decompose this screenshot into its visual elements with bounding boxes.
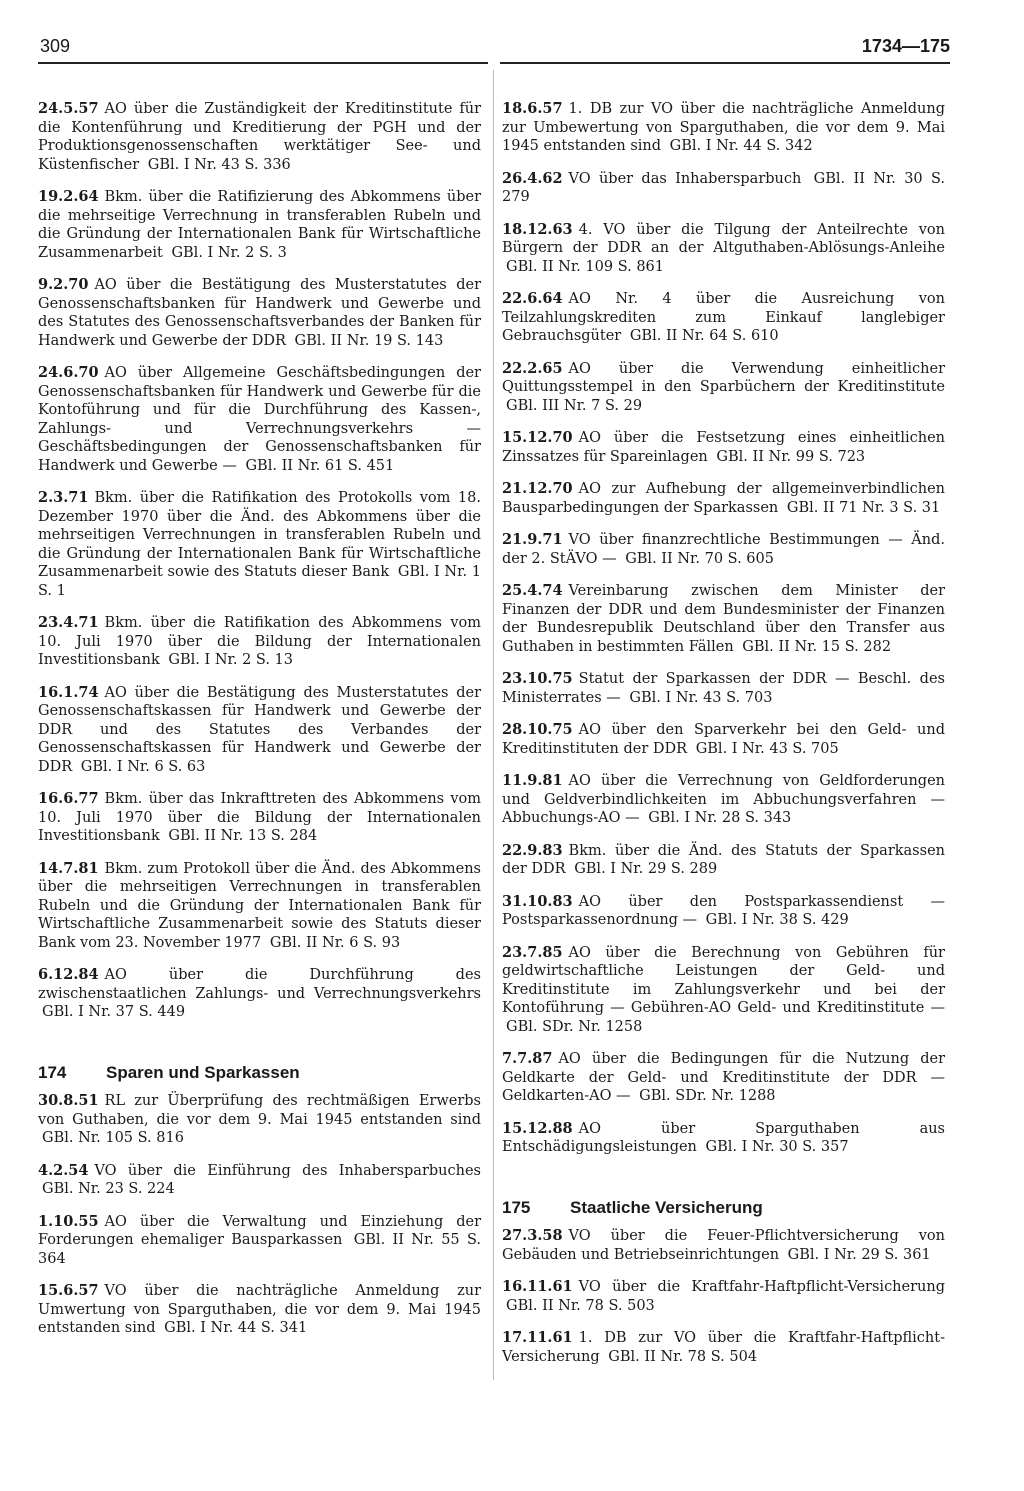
entry bbox=[502, 670, 945, 707]
entry bbox=[502, 893, 945, 930]
entry-date: 16.11.61 bbox=[502, 1278, 573, 1295]
entry-reference: GBl. SDr. Nr. 1258 bbox=[506, 1018, 643, 1035]
entry-text: AO über die Berechnung von Gebühren für geldwirtschaftliche Leistungen der Geld- und Kreditinstitute im Zahlungsverkehr und bei der Kontoführung — Gebühren-AO Geld- und Kreditinstitute — bbox=[502, 944, 945, 1016]
entry-reference: GBl. I Nr. 29 S. 289 bbox=[574, 861, 718, 877]
entry-reference: GBl. II Nr. 78 S. 503 bbox=[506, 1297, 655, 1314]
entry-reference: GBl. Nr. 105 S. 816 bbox=[42, 1130, 184, 1146]
section-title: Staatliche Versicherung bbox=[570, 1197, 763, 1217]
section-heading bbox=[502, 1199, 945, 1218]
entry-reference: GBl. I Nr. 43 S. 336 bbox=[147, 156, 291, 173]
entry-date: 15.12.70 bbox=[502, 429, 573, 446]
entry bbox=[38, 100, 481, 174]
header-rule-right bbox=[500, 62, 950, 64]
entry-date: 16.1.74 bbox=[38, 683, 99, 701]
entry-text: VO über das Inhabersparbuch bbox=[568, 170, 802, 187]
entry-text: Vereinbarung zwischen dem Minister der Finanzen der DDR und dem Bundesminister der Finanzen der Bundesrepublik Deutschland über den Transfer aus Guthaben in bestimmten Fällen bbox=[502, 583, 945, 655]
entry-reference: GBl. I Nr. 43 S. 703 bbox=[629, 689, 773, 706]
entry bbox=[502, 842, 945, 879]
entry bbox=[38, 966, 481, 1022]
entry-reference: GBl. II Nr. 61 S. 451 bbox=[245, 457, 395, 474]
entry bbox=[38, 364, 481, 475]
entry bbox=[502, 221, 945, 277]
entry bbox=[38, 489, 481, 600]
entry-date: 31.10.83 bbox=[502, 892, 573, 910]
entry-date: 23.7.85 bbox=[502, 943, 563, 961]
entry bbox=[502, 531, 945, 568]
entry bbox=[502, 1227, 945, 1264]
entry-reference: GBl. II Nr. 15 S. 282 bbox=[742, 638, 892, 655]
entry-text: 1. DB zur VO über die Kraftfahr-Haftpflicht-Versicherung bbox=[502, 1330, 945, 1365]
entry-text: AO zur Aufhebung der allgemeinverbindlichen Bausparbedingungen der Sparkassen bbox=[502, 481, 945, 516]
entry-date: 11.9.81 bbox=[502, 772, 563, 789]
entry bbox=[502, 360, 945, 416]
page-number: 309 bbox=[40, 36, 71, 56]
entry bbox=[502, 100, 945, 156]
entry-text: AO über die Festsetzung eines einheitlichen Zinssatzes für Spareinlagen bbox=[502, 430, 945, 465]
entry-date: 18.12.63 bbox=[502, 220, 573, 238]
right-entries bbox=[502, 100, 945, 1157]
entry-text: VO über die Feuer-Pflichtversicherung von Gebäuden und Betriebseinrichtungen bbox=[502, 1228, 945, 1263]
entry-reference: GBl. I Nr. 30 S. 357 bbox=[705, 1139, 849, 1155]
entry-date: 4.2.54 bbox=[38, 1161, 89, 1179]
entry-reference: GBl. I Nr. 2 S. 3 bbox=[171, 244, 287, 261]
section-number: 174 bbox=[38, 1062, 67, 1082]
entry bbox=[502, 582, 945, 656]
entry-date: 15.6.57 bbox=[38, 1282, 99, 1299]
entry-text: Bkm. über die Ratifikation des Abkommens vom 10. Juli 1970 über die Bildung der Internationalen Investitionsbank bbox=[38, 615, 481, 668]
entry-text: AO über die Bedingungen für die Nutzung der Geldkarte der Geld- und Kreditinstitute der DDR — Geldkarten-AO — bbox=[502, 1051, 945, 1104]
entry bbox=[38, 1162, 481, 1199]
entry-reference: GBl. II Nr. 99 S. 723 bbox=[716, 448, 866, 465]
entry-text: VO über die Kraftfahr-Haftpflicht-Versicherung bbox=[578, 1279, 945, 1295]
header-rule-left bbox=[38, 62, 488, 64]
left-column bbox=[38, 100, 481, 1352]
entry-text: AO über die Verrechnung von Geldforderungen und Geldverbindlichkeiten im Abbuchungsverfahren — Abbuchungs-AO — bbox=[502, 773, 945, 826]
entry-reference: GBl. Nr. 23 S. 224 bbox=[42, 1181, 175, 1197]
entry-reference: GBl. I Nr. 28 S. 343 bbox=[648, 810, 792, 826]
section-entries bbox=[38, 1092, 481, 1338]
entry bbox=[502, 721, 945, 758]
entry bbox=[502, 1050, 945, 1106]
entry-date: 23.4.71 bbox=[38, 614, 99, 631]
entry bbox=[38, 188, 481, 262]
entry-reference: GBl. I Nr. 44 S. 342 bbox=[669, 138, 813, 154]
entry-text: AO über die Verwaltung und Einziehung der Forderungen ehemaliger Bausparkassen bbox=[38, 1213, 481, 1248]
entry bbox=[38, 684, 481, 777]
entry-date: 26.4.62 bbox=[502, 169, 563, 187]
entry-reference: GBl. II Nr. 109 S. 861 bbox=[506, 258, 664, 275]
entry-date: 22.2.65 bbox=[502, 359, 563, 377]
entry bbox=[38, 860, 481, 953]
entry-text: 4. VO über die Tilgung der Anteilrechte von Bürgern der DDR an der Altguthaben-Ablösungs-Anleihe bbox=[502, 221, 945, 256]
entry bbox=[502, 429, 945, 466]
entry-date: 16.6.77 bbox=[38, 790, 99, 807]
entry-reference: GBl. SDr. Nr. 1288 bbox=[639, 1088, 776, 1104]
entry-date: 28.10.75 bbox=[502, 721, 573, 738]
entry-reference: GBl. I Nr. 44 S. 341 bbox=[164, 1320, 308, 1336]
entry bbox=[38, 276, 481, 350]
entry-date: 24.6.70 bbox=[38, 364, 99, 381]
entry-reference: GBl. II Nr. 13 S. 284 bbox=[168, 828, 318, 844]
entry-reference: GBl. II Nr. 64 S. 610 bbox=[629, 328, 779, 344]
index-range: 1734—175 bbox=[861, 36, 950, 56]
entry-date: 9.2.70 bbox=[38, 276, 89, 293]
entry-date: 15.12.88 bbox=[502, 1119, 573, 1137]
entry-text: Bkm. über die Änd. des Statuts der Sparkassen der DDR bbox=[502, 842, 945, 877]
entry-reference: GBl. I Nr. 37 S. 449 bbox=[42, 1004, 186, 1020]
entry bbox=[502, 1278, 945, 1315]
entry-reference: GBl. I Nr. 1 S. 1 bbox=[38, 564, 481, 599]
entry-text: Bkm. über das Inkrafttreten des Abkommens vom 10. Juli 1970 über die Bildung der Internationalen Investitionsbank bbox=[38, 791, 481, 844]
entry-text: Statut der Sparkassen der DDR — Beschl. des Ministerrates — bbox=[502, 671, 945, 706]
entry-date: 2.3.71 bbox=[38, 489, 89, 506]
section-entries bbox=[502, 1227, 945, 1366]
entry-text: AO über den Sparverkehr bei den Geld- und Kreditinstituten der DDR bbox=[502, 722, 945, 757]
entry-date: 30.8.51 bbox=[38, 1092, 99, 1109]
entry-date: 21.9.71 bbox=[502, 531, 563, 548]
entry-text: AO über die Zuständigkeit der Kreditinstitute für die Kontenführung und Kreditierung der PGH und der Produktionsgenossenschaften werktätiger See- und Küstenfischer bbox=[38, 101, 481, 173]
entry-text: AO über den Postsparkassendienst — Postsparkassenordnung — bbox=[502, 893, 945, 928]
entry-date: 17.11.61 bbox=[502, 1329, 573, 1346]
entry-date: 24.5.57 bbox=[38, 100, 99, 117]
entry bbox=[38, 614, 481, 670]
entry-text: Bkm. zum Protokoll über die Änd. des Abkommens über die mehrseitigen Verrechnungen in transferablen Rubeln und die Gründung der Internationalen Bank für Wirtschaftliche Zusammenarbeit sowie des Statuts dieser Bank vom 23. November 1977 bbox=[38, 860, 481, 951]
entry-text: AO über Sparguthaben aus Entschädigungsleistungen bbox=[502, 1120, 945, 1155]
entry bbox=[38, 1092, 481, 1148]
entry-reference: GBl. III Nr. 7 S. 29 bbox=[506, 397, 643, 414]
entry-text: AO über Allgemeine Geschäftsbedingungen der Genossenschaftsbanken für Handwerk und Gewerbe für die Kontoführung und für die Durchführung des Kassen-, Zahlungs- und Verrechnungsverkehrs — Geschäftsbedingungen der Genossenschaftsbanken für Handwerk und Gewerbe — bbox=[38, 365, 481, 474]
entry bbox=[502, 944, 945, 1037]
entry-reference: GBl. II Nr. 70 S. 605 bbox=[625, 550, 774, 567]
entry bbox=[502, 772, 945, 828]
entry-reference: GBl. I Nr. 2 S. 13 bbox=[168, 652, 293, 668]
entry-reference: GBl. I Nr. 43 S. 705 bbox=[695, 740, 839, 757]
entry-date: 18.6.57 bbox=[502, 100, 563, 117]
entry-text: VO über finanzrechtliche Bestimmungen — Änd. der 2. StÄVO — bbox=[502, 532, 945, 567]
entry-text: Bkm. über die Ratifikation des Protokolls vom 18. Dezember 1970 über die Änd. des Abkommens über die mehrseitigen Verrechnungen in transferablen Rubeln und die Gründung der Internationalen Bank für Wirtschaftliche Zusammenarbeit sowie des Statuts dieser Bank bbox=[38, 490, 481, 580]
entry-reference: GBl. I Nr. 6 S. 63 bbox=[80, 758, 206, 775]
entry-reference: GBl. II Nr. 30 S. 279 bbox=[502, 170, 946, 205]
entry-text: RL zur Überprüfung des rechtmäßigen Erwerbs von Guthaben, die vor dem 9. Mai 1945 entstanden sind bbox=[38, 1093, 481, 1128]
entry bbox=[502, 480, 945, 517]
entry-text: 1. DB zur VO über die nachträgliche Anmeldung zur Umbewertung von Sparguthaben, die vor dem 9. Mai 1945 entstanden sind bbox=[502, 101, 945, 154]
entry-date: 7.7.87 bbox=[502, 1050, 553, 1067]
left-entries bbox=[38, 100, 481, 1022]
entry-date: 6.12.84 bbox=[38, 966, 99, 983]
entry-reference: GBl. II Nr. 19 S. 143 bbox=[294, 332, 444, 349]
entry-text: VO über die nachträgliche Anmeldung zur Umwertung von Sparguthaben, die vor dem 9. Mai 1945 entstanden sind bbox=[38, 1283, 481, 1336]
entry-date: 1.10.55 bbox=[38, 1212, 99, 1230]
column-divider bbox=[493, 70, 494, 1380]
entry-date: 27.3.58 bbox=[502, 1227, 563, 1244]
entry-text: Bkm. über die Ratifizierung des Abkommens über die mehrseitige Verrechnung in transferablen Rubeln und die Gründung der Internationalen Bank für Wirtschaftliche Zusammenarbeit bbox=[38, 189, 481, 261]
entry-text: AO Nr. 4 über die Ausreichung von Teilzahlungskrediten zum Einkauf langlebiger Gebrauchsgüter bbox=[502, 291, 945, 344]
entry-date: 23.10.75 bbox=[502, 670, 573, 687]
entry bbox=[38, 1282, 481, 1338]
entry-text: AO über die Verwendung einheitlicher Quittungsstempel in den Sparbüchern der Kreditinstitute bbox=[502, 360, 945, 395]
entry-date: 19.2.64 bbox=[38, 188, 99, 205]
entry-reference: GBl. II 71 Nr. 3 S. 31 bbox=[786, 499, 941, 516]
entry bbox=[502, 290, 945, 346]
entry-date: 22.6.64 bbox=[502, 290, 563, 307]
entry-text: AO über die Bestätigung des Musterstatutes der Genossenschaftskassen für Handwerk und Gewerbe der DDR und des Statutes des Verbandes der Genossenschaftskassen für Handwerk und Gewerbe der DDR bbox=[38, 684, 481, 775]
entry bbox=[502, 1329, 945, 1366]
entry-date: 21.12.70 bbox=[502, 480, 573, 497]
entry-date: 22.9.83 bbox=[502, 841, 563, 859]
entry-text: AO über die Durchführung des zwischenstaatlichen Zahlungs- und Verrechnungsverkehrs bbox=[38, 967, 481, 1002]
entry-reference: GBl. I Nr. 38 S. 429 bbox=[705, 912, 849, 928]
entry-reference: GBl. I Nr. 29 S. 361 bbox=[787, 1246, 931, 1263]
entry bbox=[502, 170, 945, 207]
section-heading bbox=[38, 1064, 481, 1083]
right-column bbox=[502, 100, 945, 1380]
entry-reference: GBl. II Nr. 6 S. 93 bbox=[269, 934, 401, 951]
entry-text: AO über die Bestätigung des Musterstatutes der Genossenschaftsbanken für Handwerk und Gewerbe und des Statutes des Genossenschaftsverbandes der Banken für Handwerk und Gewerbe der DDR bbox=[38, 277, 481, 349]
entry-text: VO über die Einführung des Inhabersparbuches bbox=[94, 1162, 481, 1179]
section-title: Sparen und Sparkassen bbox=[106, 1062, 300, 1082]
entry bbox=[38, 790, 481, 846]
entry-date: 25.4.74 bbox=[502, 582, 563, 599]
entry-reference: GBl. II Nr. 55 S. 364 bbox=[38, 1232, 481, 1267]
entry bbox=[502, 1120, 945, 1157]
section-number: 175 bbox=[502, 1197, 531, 1217]
entry-reference: GBl. II Nr. 78 S. 504 bbox=[608, 1348, 758, 1365]
entry-date: 14.7.81 bbox=[38, 859, 99, 877]
entry bbox=[38, 1213, 481, 1269]
